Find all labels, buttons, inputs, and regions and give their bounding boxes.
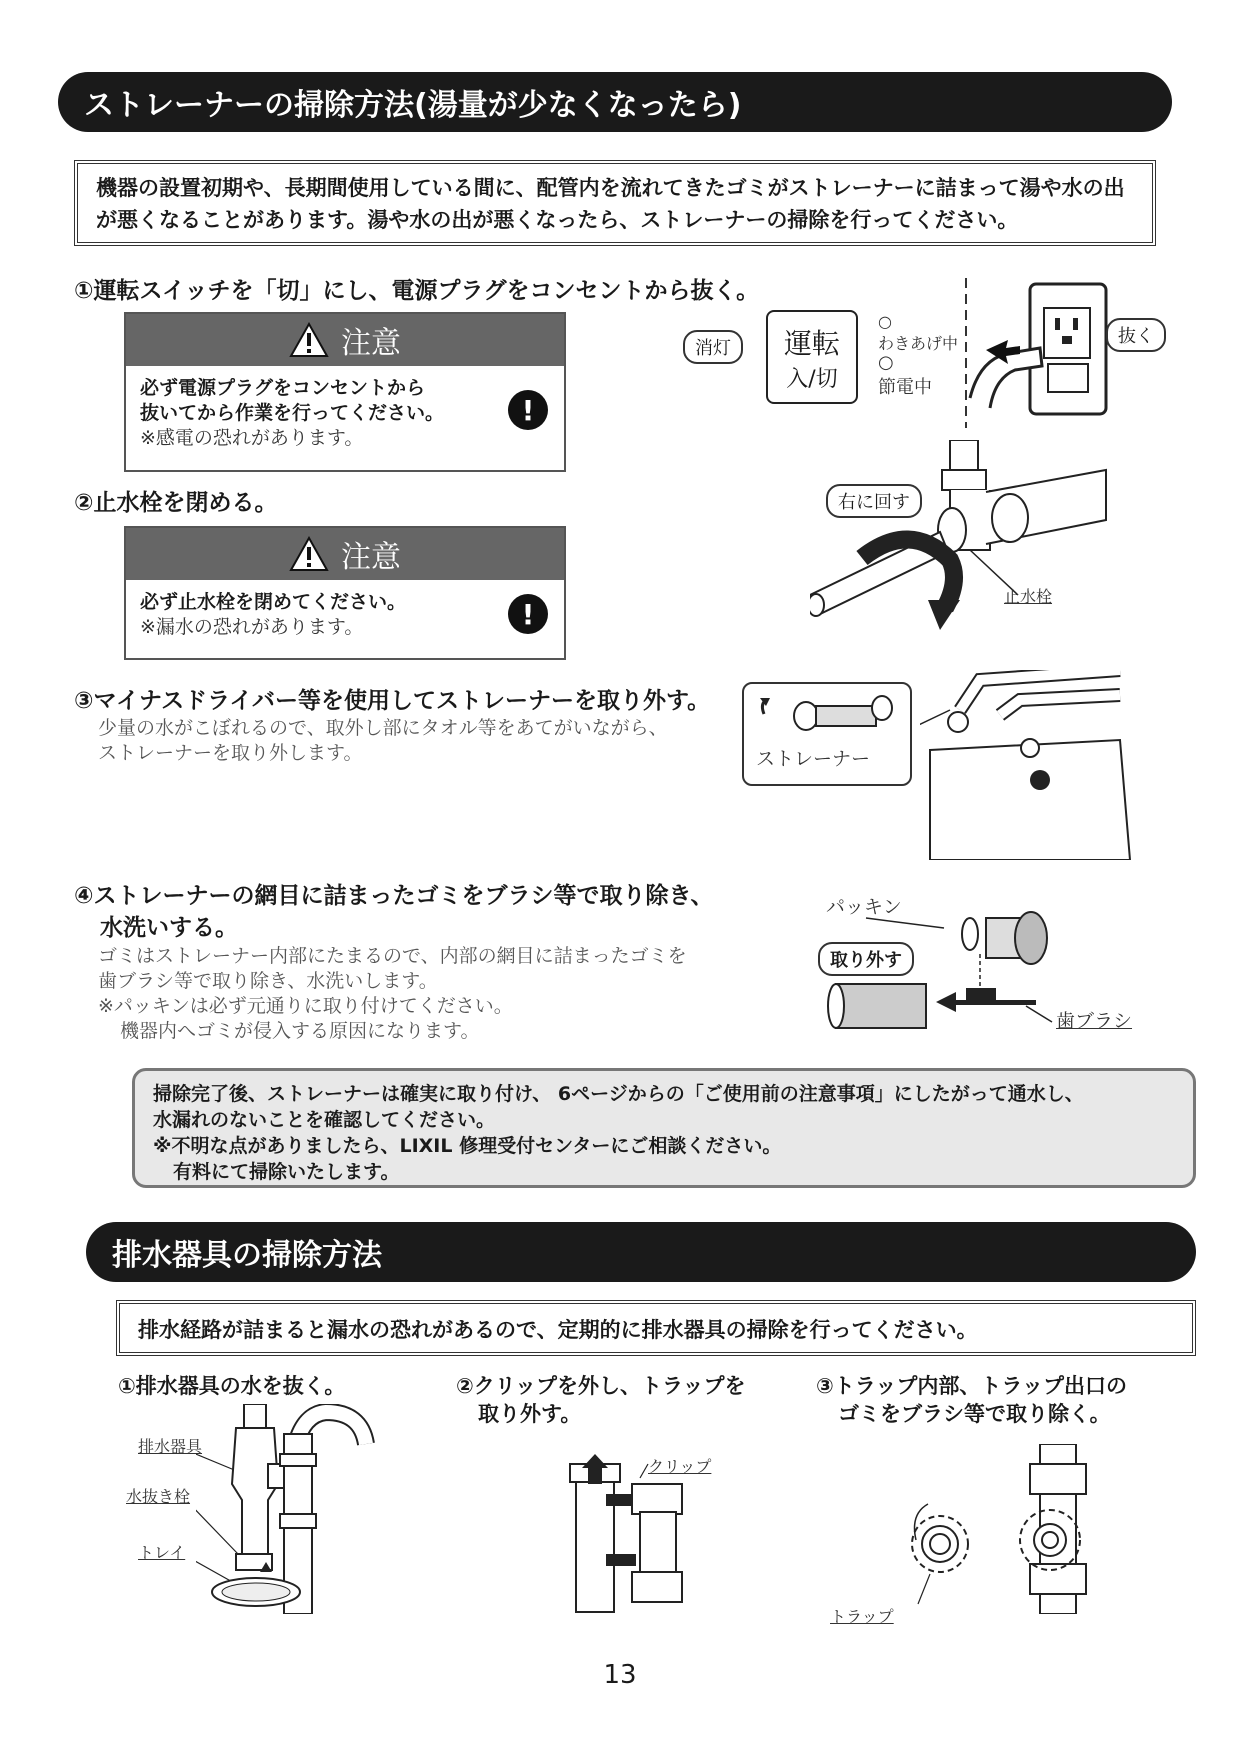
section-title-drain [86,1222,1196,1282]
stop-valve-illustration [810,440,1110,660]
exclamation-icon: ! [508,390,548,430]
off-label: 消灯 [683,330,743,364]
caution-box-2 [124,526,566,660]
heater-illustration [920,670,1140,860]
strainer-label: ストレーナー [756,748,871,770]
warning-triangle-icon [289,322,329,358]
drain-step3: ③トラップ内部、トラップ出口の ゴミをブラシ等で取り除く。 [816,1374,1127,1426]
caution-box-1 [124,312,566,472]
drain-step1: ①排水器具の水を抜く。 [118,1374,346,1398]
step4-heading: ④ストレーナーの網目に詰まったゴミをブラシ等で取り除き、 水洗いする。 [74,883,714,941]
drain-illustration-2 [560,1454,700,1614]
step3-heading: ③マイナスドライバー等を使用してストレーナーを取り外す。 [74,688,711,714]
packing-label: パッキン [826,896,902,918]
strainer-cleaning-illustration [826,894,1056,1044]
drain-illustration-1 [196,1404,396,1614]
completion-note-box: 掃除完了後、ストレーナーは確実に取り付け、 6ページからの「ご使用前の注意事項」にしたがって通水し、 水漏れのないことを確認してください。 ※不明な点がありましたら、LIXIL 修理受付センターにご相談ください。 有料にて掃除いたします。 [132,1068,1196,1188]
drain-intro-box [116,1300,1196,1356]
step4-description: ゴミはストレーナー内部にたまるので、内部の網目に詰まったゴミを 歯ブラシ等で取り除き、水洗いします。 ※パッキンは必ず元通りに取り付けてください。 機器内へゴミが侵入する原因になります。 [98,945,687,1042]
caution-body: 必ず止水栓を閉めてください。 ※漏水の恐れがあります。 ! [126,580,564,650]
step3-description: 少量の水がこぼれるので、取外し部にタオル等をあてがいながら、 ストレーナーを取り外します。 [98,717,668,764]
caution-header: 注意 [126,528,564,580]
saving-indicator: ○ 節電中 [878,352,932,398]
section-title-strainer [58,72,1172,132]
tray-label: トレイ [138,1543,186,1562]
exclamation-icon: ! [508,594,548,634]
trap-label: トラップ [830,1607,894,1626]
intro-text: 機器の設置初期や、長期間使用している間に、配管内を流れてきたゴミがストレーナーに詰まって湯や水の出が悪くなることがあります。湯や水の出が悪くなったら、ストレーナーの掃除を行ってください。 [96,176,1125,232]
section-title-text: 排水器具の掃除方法 [112,1238,382,1273]
strainer-inset-illustration [756,686,906,746]
unplug-label: 抜く [1106,318,1166,352]
drain-step2: ②クリップを外し、トラップを 取り外す。 [456,1374,746,1426]
drain-intro-text: 排水経路が詰まると漏水の恐れがあるので、定期的に排水器具の掃除を行ってください。 [138,1318,978,1342]
page-number: 13 [603,1660,637,1690]
caution-body: 必ず電源プラグをコンセントから 抜いてから作業を行ってください。 ※感電の恐れがあります。 ! [126,366,564,461]
stop-valve-label: 止水栓 [1004,587,1053,606]
boiling-indicator: ○ わきあげ中 [878,312,959,353]
toothbrush-label: 歯ブラシ [1056,1010,1133,1032]
clip-label: クリップ [648,1457,712,1476]
remove-label: 取り外す [818,942,914,976]
drain-plug-label: 水抜き栓 [126,1487,191,1506]
turn-right-label: 右に回す [826,484,922,518]
warning-triangle-icon [289,536,329,572]
drain-illustration-3 [880,1444,1130,1614]
step1-heading: ①運転スイッチを「切」にし、電源プラグをコンセントから抜く。 [74,278,760,304]
section-title-text: ストレーナーの掃除方法(湯量が少なくなったら) [84,88,742,123]
outlet-illustration [960,278,1110,428]
caution-header: 注意 [126,314,564,366]
power-switch: 運転 入/切 [766,310,858,404]
drain-label: 排水器具 [138,1437,203,1456]
step2-heading: ②止水栓を閉める。 [74,490,278,516]
intro-box [74,160,1156,246]
